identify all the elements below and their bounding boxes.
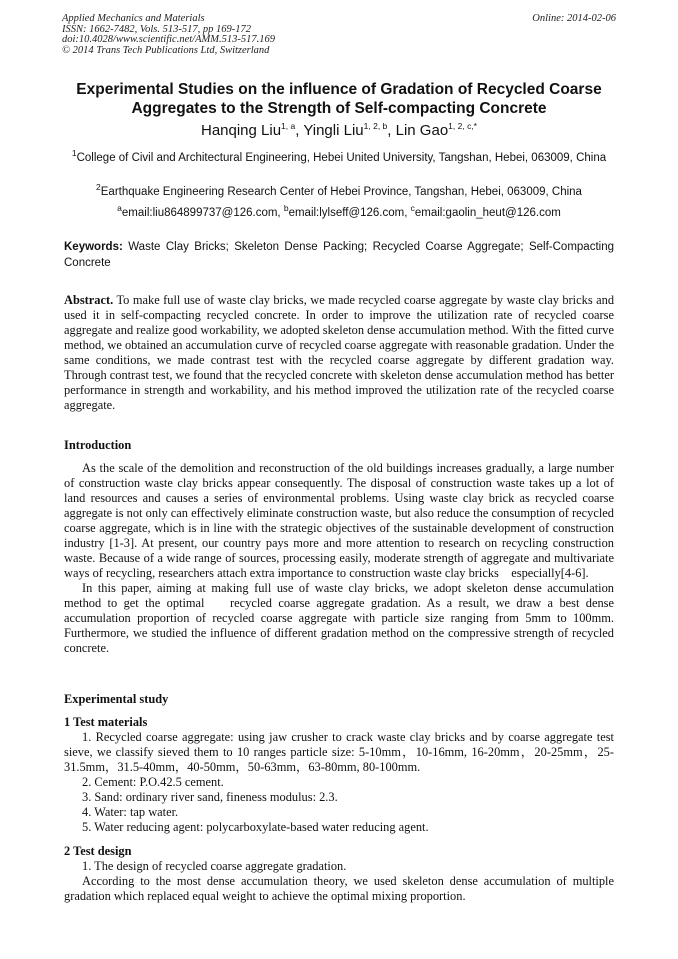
introduction-body xyxy=(64,461,614,656)
email-link[interactable]: email:liu864899737@126.com, xyxy=(121,207,281,219)
author-name: Hanqing Liu xyxy=(200,122,282,139)
author-name: Lin Gao xyxy=(395,122,449,139)
author-sup: 1, 2, c,* xyxy=(448,121,477,131)
list-item: 2. Cement: P.O.42.5 cement. xyxy=(82,775,224,789)
test-materials-heading: 1 Test materials xyxy=(64,715,148,729)
list-item: 1. The design of recycled coarse aggregate gradation. xyxy=(82,859,347,873)
test-design-body xyxy=(64,859,614,904)
email-sup: b xyxy=(283,203,289,214)
affiliation-text: College of Civil and Architectural Engineering, Hebei United University, Tangshan, Hebei, 063009, China xyxy=(76,152,607,164)
email-line xyxy=(60,203,618,221)
keywords xyxy=(64,239,614,271)
email-sup: c xyxy=(410,203,415,214)
email-link[interactable]: email:lylseff@126.com, xyxy=(288,207,408,219)
list-item: 5. Water reducing agent: polycarboxylate-based water reducing agent. xyxy=(82,820,429,834)
abstract-label: Abstract. xyxy=(64,293,114,307)
running-header xyxy=(62,14,616,56)
author-list: Hanqing Liu$^{1, a}$, Yingli Liu$^{1, 2, b}$, Lin Gao$^{1, 2, c,*}$ xyxy=(200,121,477,139)
test-materials-list xyxy=(64,730,614,835)
paragraph: As the scale of the demolition and reconstruction of the old buildings increases gradually, a large number of construction waste clay bricks appear consequently. The disposal of construction waste takes up a lot of land resources and causes a series of environmental problems. Using waste clay brick as recycled coarse aggregate is not only can effectively eliminate construction waste, but also reduce the consumption of recycled coarse aggregate, which is in line with the strategic objectives of the sustainable development of construction industry [1-3]. At present, our country pays more and more attention to research on recycling construction waste. Because of a wide range of sources, processing easily, moderate strength of aggregate and multivariate ways of recycling, researchers attach extra importance to construction waste clay bricks especially[4-6]. xyxy=(64,461,614,580)
journal-name: Applied Mechanics and Materials xyxy=(62,13,205,24)
paragraph: According to the most dense accumulation theory, we used skeleton dense accumulation of multiple gradation which replaced equal weight to achieve the optimal mixing proportion. xyxy=(64,874,614,903)
copyright-line: © 2014 Trans Tech Publications Ltd, Switzerland xyxy=(62,44,270,56)
doi-line: doi:10.4028/www.scientific.net/AMM.513-517.169 xyxy=(62,34,275,45)
paragraph: In this paper, aiming at making full use of waste clay bricks, we adopt skeleton dense accumulation method to get the optimal recycled coarse aggregate gradation. As a result, we draw a best dense accumulation proportion of recycled coarse aggregate with particle size ranging from 5mm to 100mm. Furthermore, we studied the influence of different gradation method on the compressive strength of recycled concrete. xyxy=(64,581,614,655)
affiliation-1 xyxy=(60,148,618,166)
test-design-heading: 2 Test design xyxy=(64,844,132,858)
affiliation-sup: 2 xyxy=(96,182,101,193)
email-link[interactable]: email:gaolin_heut@126.com xyxy=(414,207,561,219)
introduction-heading: Introduction xyxy=(64,438,132,452)
affiliation-2 xyxy=(60,182,618,200)
author-name: Yingli Liu xyxy=(303,122,364,139)
online-date: Online: 2014-02-06 xyxy=(532,13,616,24)
issn-line: ISSN: 1662-7482, Vols. 513-517, pp 169-172 xyxy=(62,23,251,35)
abstract-text: To make full use of waste clay bricks, we made recycled coarse aggregate by waste clay bricks and used it in self-compacting recycled concrete. In order to improve the utilization rate of recycled coarse aggregate and realize good workability, we adopted skeleton dense accumulation method. With the fitted curve method, we obtained an accumulation curve of recycled coarse aggregate with reasonable gradation. Under the same conditions, we made contrast test with the recycled coarse aggregate by different gradation way. Through contrast test, we found that the recycled concrete with skeleton dense accumulation method has better performance in strength and workability, and his method improved the utilization rate of the recycled coarse aggregate. xyxy=(64,293,615,412)
email-sup: a xyxy=(117,203,122,214)
paper-title: Experimental Studies on the influence of Gradation of Recycled Coarse Aggregates to the Strength of Self-compacting Concrete xyxy=(76,81,602,117)
list-item: 3. Sand: ordinary river sand, fineness modulus: 2.3. xyxy=(82,790,338,804)
author-sup: 1, a xyxy=(281,121,296,131)
abstract xyxy=(64,293,614,413)
list-item: 1. Recycled coarse aggregate: using jaw crusher to crack waste clay bricks and by coarse aggregate test sieve, we classify sieved them to 10 ranges particle size: 5-10mm，10-16mm, 16-20mm，20-25mm，25-31.5mm，31.5-40mm，40-50mm，50-63mm，63-80mm, 80-100mm. xyxy=(64,730,614,774)
keywords-text: Waste Clay Bricks; Skeleton Dense Packing; Recycled Coarse Aggregate; Self-Compacting Concrete xyxy=(64,241,614,269)
list-item: 4. Water: tap water. xyxy=(82,805,179,819)
affiliation-sup: 1 xyxy=(71,148,77,159)
keywords-label: Keywords: xyxy=(64,241,123,253)
affiliation-text: Earthquake Engineering Research Center of Hebei Province, Tangshan, Hebei, 063009, China xyxy=(100,186,582,198)
author-sup: 1, 2, b xyxy=(363,121,388,131)
experimental-heading: Experimental study xyxy=(64,692,169,706)
